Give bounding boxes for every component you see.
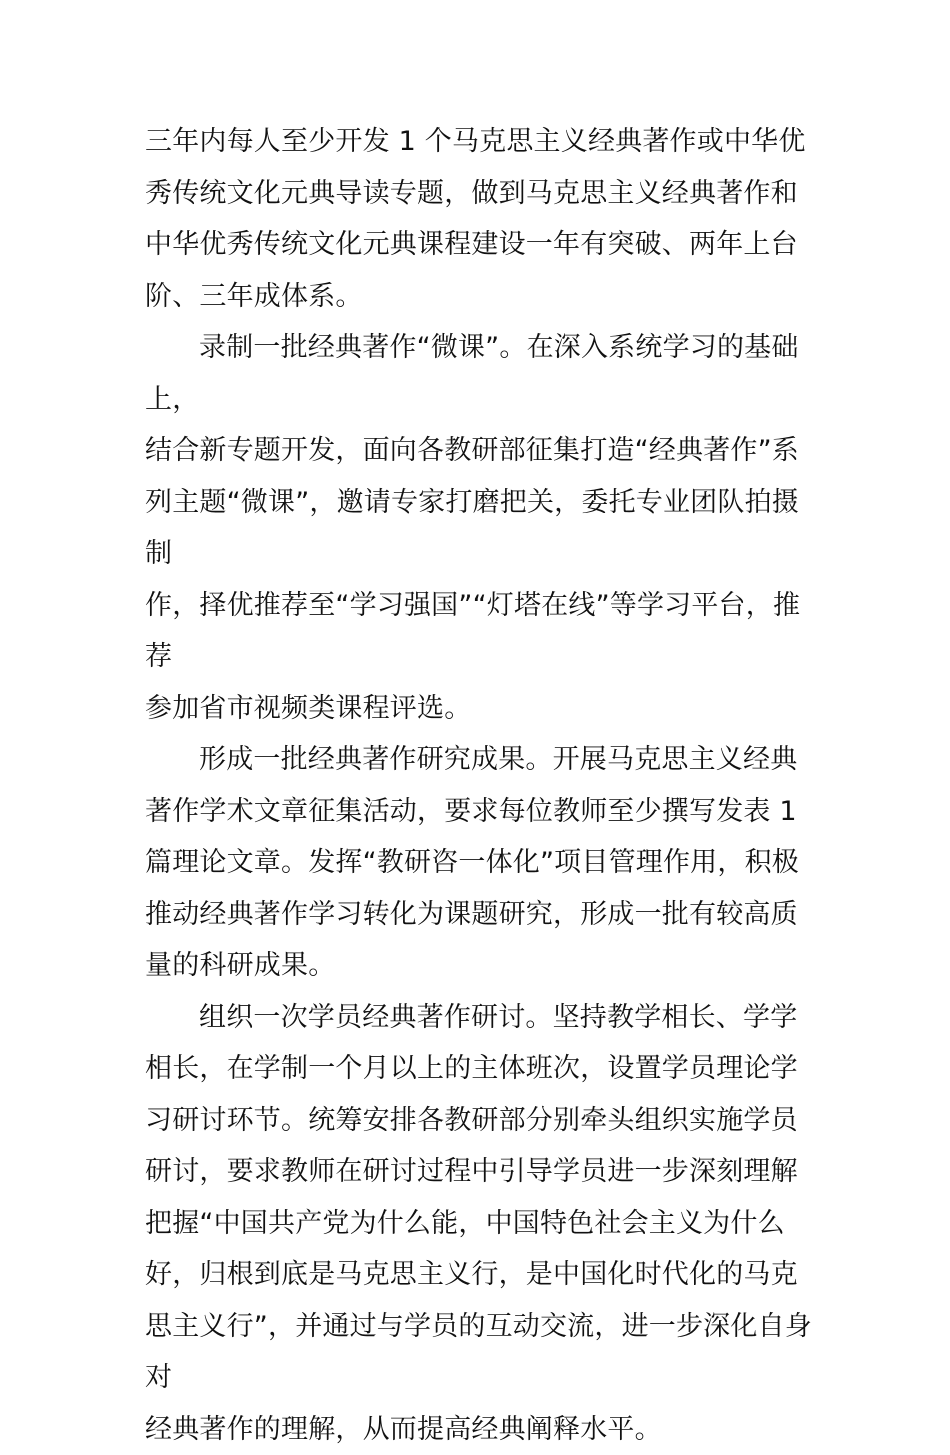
text-line: 把握“中国共产党为什么能，中国特色社会主义为什么 — [145, 1198, 825, 1250]
text-line: 著作学术文章征集活动，要求每位教师至少撰写发表 1 — [145, 786, 825, 838]
paragraph-4 — [145, 992, 825, 1455]
paragraph-2 — [145, 322, 825, 734]
text-line: 篇理论文章。发挥“教研咨一体化”项目管理作用，积极 — [145, 837, 825, 889]
paragraph-1 — [145, 116, 825, 322]
text-line: 阶、三年成体系。 — [145, 271, 825, 323]
text-line: 习研讨环节。统筹安排各教研部分别牵头组织实施学员 — [145, 1095, 825, 1147]
text-line: 形成一批经典著作研究成果。开展马克思主义经典 — [145, 734, 825, 786]
document-body — [145, 116, 825, 1455]
text-line: 思主义行”，并通过与学员的互动交流，进一步深化自身对 — [145, 1301, 825, 1404]
text-line: 参加省市视频类课程评选。 — [145, 683, 825, 735]
text-line: 经典著作的理解，从而提高经典阐释水平。 — [145, 1404, 825, 1455]
text-line: 录制一批经典著作“微课”。在深入系统学习的基础上， — [145, 322, 825, 425]
text-line: 组织一次学员经典著作研讨。坚持教学相长、学学 — [145, 992, 825, 1044]
text-line: 三年内每人至少开发 1 个马克思主义经典著作或中华优 — [145, 116, 825, 168]
text-line: 结合新专题开发，面向各教研部征集打造“经典著作”系 — [145, 425, 825, 477]
text-line: 研讨，要求教师在研讨过程中引导学员进一步深刻理解 — [145, 1146, 825, 1198]
text-line: 列主题“微课”，邀请专家打磨把关，委托专业团队拍摄制 — [145, 477, 825, 580]
text-line: 作，择优推荐至“学习强国”“灯塔在线”等学习平台，推荐 — [145, 580, 825, 683]
text-line: 量的科研成果。 — [145, 940, 825, 992]
text-line: 好，归根到底是马克思主义行，是中国化时代化的马克 — [145, 1249, 825, 1301]
text-line: 推动经典著作学习转化为课题研究，形成一批有较高质 — [145, 889, 825, 941]
text-line: 中华优秀传统文化元典课程建设一年有突破、两年上台 — [145, 219, 825, 271]
paragraph-3 — [145, 734, 825, 992]
text-line: 相长，在学制一个月以上的主体班次，设置学员理论学 — [145, 1043, 825, 1095]
text-line: 秀传统文化元典导读专题，做到马克思主义经典著作和 — [145, 168, 825, 220]
